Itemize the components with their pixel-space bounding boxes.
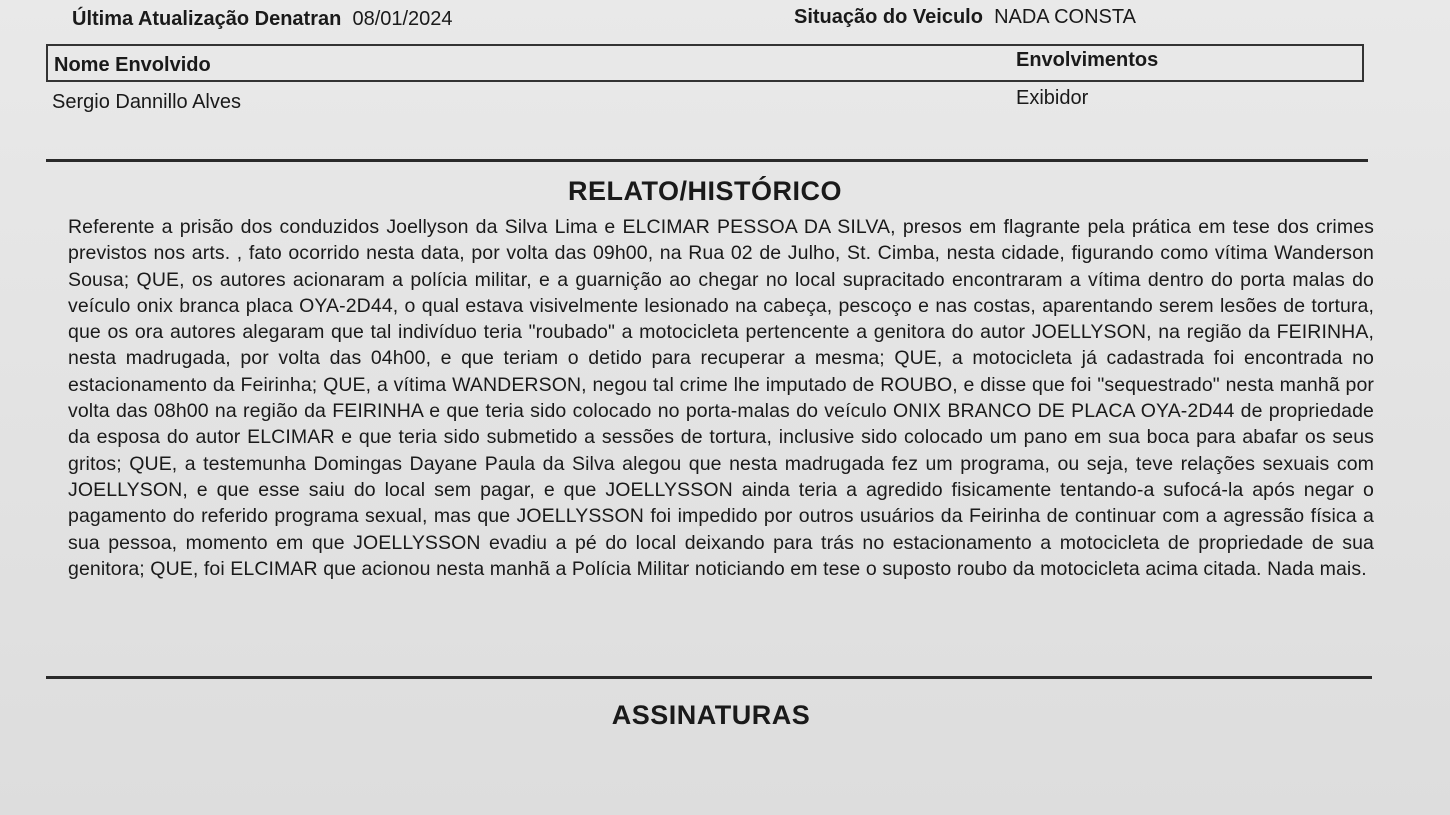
update-label: Última Atualização Denatran	[72, 8, 342, 30]
denatran-update	[72, 8, 453, 31]
divider-bottom	[46, 676, 1372, 679]
involved-table-header	[46, 44, 1364, 82]
divider-top	[46, 159, 1368, 162]
update-date: 08/01/2024	[352, 8, 453, 30]
column-role-header: Envolvimentos	[1016, 49, 1159, 71]
involved-name: Sergio Dannillo Alves	[52, 91, 241, 113]
relato-text: Referente a prisão dos conduzidos Joellyson da Silva Lima e ELCIMAR PESSOA DA SILVA, presos em flagrante pela prática em tese dos crimes previstos nos arts. , fato ocorrido nesta data, por volta das 09h00, na Rua 02 de Julho, St. Cimba, nesta cidade, figurando como vítima Wanderson Sousa; QUE, os autores acionaram a polícia militar, e a guarnição ao chegar no local supracitado encontraram a vítima dentro do porta malas do veículo onix branca placa OYA-2D44, o qual estava visivelmente lesionado na cabeça, pescoço e nas costas, aparentando serem lesões de tortura, que os ora autores alegaram que tal indivíduo teria "roubado" a motocicleta pertencente a genitora do autor JOELLYSON, na região da FEIRINHA, nesta madrugada, por volta das 04h00, e que teriam o detido para recuperar a mesma; QUE, a motocicleta já cadastrada foi encontrada no estacionamento da Feirinha; QUE, a vítima WANDERSON, negou tal crime lhe imputado de ROUBO, e disse que foi "sequestrado" nesta manhã por volta das 08h00 na região da FEIRINHA e que teria sido colocado no porta-malas do veículo ONIX BRANCO DE PLACA OYA-2D44 de propriedade da esposa do autor ELCIMAR e que teria sido submetido a sessões de tortura, inclusive sido colocado um pano em sua boca para abafar os seus gritos; QUE, a testemunha Domingas Dayane Paula da Silva alegou que nesta madrugada fez um programa, ou seja, teve relações sexuais com JOELLYSON, e que esse saiu do local sem pagar, e que JOELLYSSON ainda teria a agredido fisicamente tentando-a sufocá-la após negar o pagamento do referido programa sexual, mas que JOELLYSSON foi impedido por outros usuários da Feirinha de continuar com a agressão física a sua pessoa, momento em que JOELLYSSON evadiu a pé do local deixando para trás no estacionamento a motocicleta de propriedade de sua genitora; QUE, foi ELCIMAR que acionou nesta manhã a Polícia Militar noticiando em tese o suposto roubo da motocicleta acima citada. Nada mais.	[68, 216, 1374, 580]
relato-title: RELATO/HISTÓRICO	[567, 176, 842, 206]
signatures-title: ASSINATURAS	[611, 700, 811, 730]
status-label: Situação do Veiculo	[794, 6, 983, 28]
header-row	[72, 8, 1390, 38]
column-name-header: Nome Envolvido	[54, 54, 211, 76]
vehicle-status	[794, 6, 1136, 29]
status-value: NADA CONSTA	[994, 6, 1136, 28]
involved-role: Exibidor	[1016, 87, 1089, 109]
